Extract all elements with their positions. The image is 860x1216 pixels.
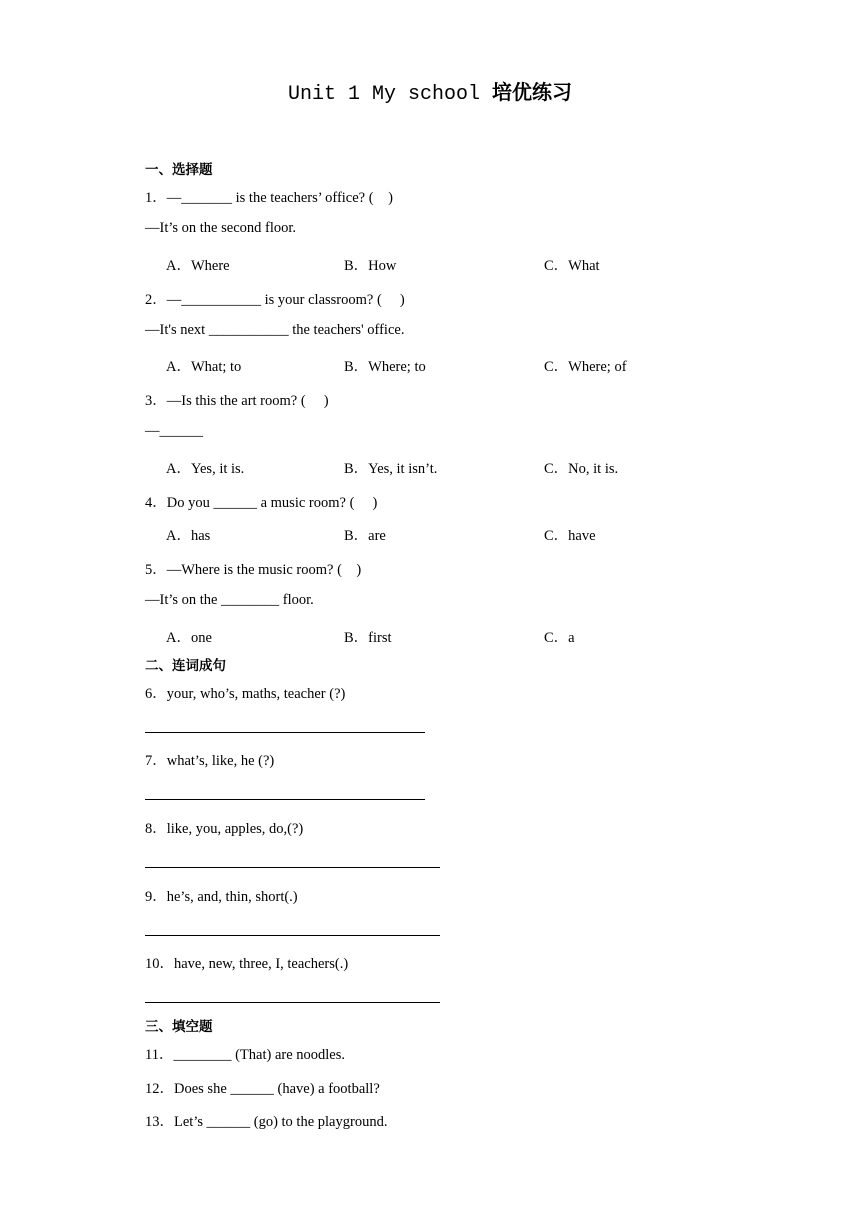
- q5-option-b[interactable]: B．first: [344, 630, 392, 646]
- q10-answer-line[interactable]: [145, 1002, 440, 1003]
- q13-pre: 13．Let’s: [145, 1114, 207, 1130]
- q13-rest: (go) to the playground.: [250, 1114, 388, 1130]
- q11-blank[interactable]: ________: [173, 1047, 232, 1063]
- title-en: Unit 1 My school: [287, 83, 493, 106]
- page-title: [0, 76, 860, 106]
- q8-prompt: 8．like, you, apples, do,(?): [145, 821, 304, 837]
- q1-option-a[interactable]: A．Where: [166, 258, 230, 274]
- q12-rest: (have) a football?: [273, 1081, 380, 1097]
- q2-option-b[interactable]: B．Where; to: [344, 359, 426, 375]
- q12-blank[interactable]: ______: [230, 1081, 274, 1097]
- q3-option-c[interactable]: C．No, it is.: [544, 461, 619, 477]
- q1-option-b[interactable]: B．How: [344, 258, 397, 274]
- q7-answer-line[interactable]: [145, 799, 425, 800]
- q8-answer-line[interactable]: [145, 867, 440, 868]
- q9-prompt: 9．he’s, and, thin, short(.): [145, 889, 298, 905]
- q11: [145, 1043, 345, 1064]
- q3-option-a[interactable]: A．Yes, it is.: [166, 461, 245, 477]
- q5-stem: 5．—Where is the music room? ( ): [145, 562, 362, 578]
- q2-stem: 2．—___________ is your classroom? ( ): [145, 292, 405, 308]
- q6-prompt: 6．your, who’s, maths, teacher (?): [145, 686, 346, 702]
- section-heading-choice: 一、选择题: [145, 162, 213, 178]
- q2-option-a[interactable]: A．What; to: [166, 359, 242, 375]
- q5-option-a[interactable]: A．one: [166, 630, 212, 646]
- q7-prompt: 7．what’s, like, he (?): [145, 753, 275, 769]
- q11-num: 11．: [145, 1047, 174, 1063]
- section-heading-sentence: 二、连词成句: [145, 658, 226, 674]
- q13-blank[interactable]: ______: [206, 1114, 251, 1130]
- q3-stem: 3．—Is this the art room? ( ): [145, 393, 329, 409]
- title-cn: 培优练习: [492, 80, 573, 104]
- q4-option-a[interactable]: A．has: [166, 528, 211, 544]
- q1-stem: 1．—_______ is the teachers’ office? ( ): [145, 190, 393, 206]
- q5-answer-line: —It’s on the ________ floor.: [145, 592, 314, 608]
- q2-option-c[interactable]: C．Where; of: [544, 359, 627, 375]
- section-heading-fill: 三、填空题: [145, 1019, 213, 1035]
- q9-answer-line[interactable]: [145, 935, 440, 936]
- q2-answer-line: —It's next ___________ the teachers' office.: [145, 322, 405, 338]
- q4-stem: 4．Do you ______ a music room? ( ): [145, 495, 378, 511]
- q11-rest: (That) are noodles.: [231, 1047, 346, 1063]
- q3-option-b[interactable]: B．Yes, it isn’t.: [344, 461, 438, 477]
- q4-option-b[interactable]: B．are: [344, 528, 386, 544]
- q12: [145, 1077, 380, 1098]
- q10-prompt: 10．have, new, three, I, teachers(.): [145, 956, 349, 972]
- q4-option-c[interactable]: C．have: [544, 528, 596, 544]
- q6-answer-line[interactable]: [145, 732, 425, 733]
- q12-pre: 12．Does she: [145, 1081, 231, 1097]
- q1-option-c[interactable]: C．What: [544, 258, 600, 274]
- q1-answer-line: —It’s on the second floor.: [145, 220, 297, 236]
- q5-option-c[interactable]: C．a: [544, 630, 575, 646]
- q3-answer-line: —______: [145, 423, 203, 439]
- q13: [145, 1110, 387, 1131]
